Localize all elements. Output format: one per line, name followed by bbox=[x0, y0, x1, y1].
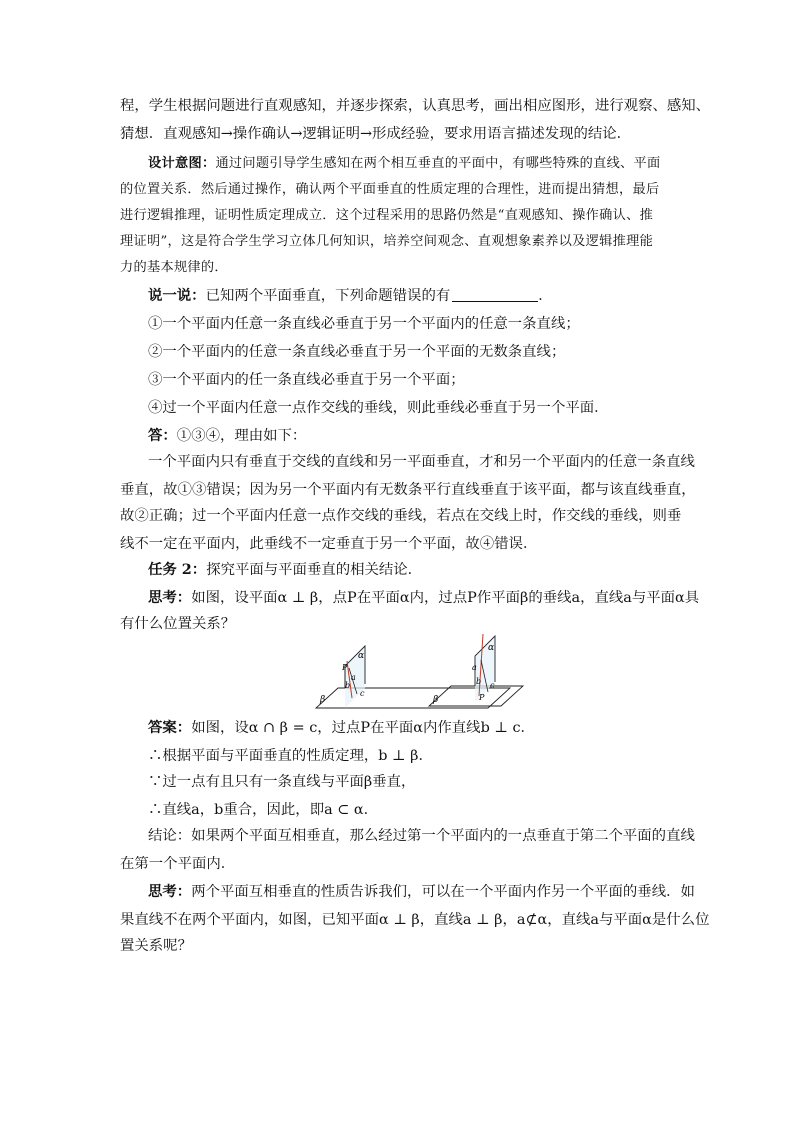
design-intent-line1 bbox=[148, 154, 661, 174]
design-intent-line2: 的位置关系．然后通过操作，确认两个平面垂直的性质定理的合理性，进而提出猜想，最后 bbox=[120, 182, 660, 197]
think1-line1 bbox=[148, 588, 699, 608]
figure1-b-label: b bbox=[345, 681, 351, 690]
figure1-alpha-label: α bbox=[358, 651, 365, 661]
think2-text: 两个平面互相垂直的性质告诉我们，可以在一个平面内作另一个平面的垂线．如 bbox=[191, 884, 695, 900]
think2-label: 思考： bbox=[148, 883, 192, 900]
task2-heading bbox=[148, 560, 422, 580]
say-text: 已知两个平面垂直，下列命题错误的有 bbox=[205, 288, 451, 304]
figure2-a-label: a bbox=[472, 663, 477, 672]
answer1-label: 答： bbox=[148, 427, 177, 444]
conclusion-line2: 在第一个平面内． bbox=[120, 856, 236, 872]
think2-line3: 置关系呢？ bbox=[120, 938, 192, 954]
conclusion-line1: 结论：如果两个平面互相垂直，那么经过第一个平面内的一点垂直于第二个平面的直线 bbox=[148, 828, 695, 844]
figure1-beta-label: β bbox=[320, 695, 326, 705]
think1-label: 思考： bbox=[148, 589, 192, 606]
say-label: 说一说： bbox=[148, 287, 206, 304]
say-item-3: ③一个平面内的任一条直线必垂直于另一个平面； bbox=[148, 372, 465, 388]
figure1-a-label: a bbox=[351, 673, 356, 682]
say-question bbox=[148, 286, 553, 306]
say-end: ． bbox=[538, 288, 553, 304]
design-intent-line4: 理证明”，这是符合学生学习立体几何知识，培养空间观念、直观想象素养以及逻辑推理能 bbox=[120, 234, 654, 249]
answer1-line1: 一个平面内只有垂直于交线的直线和另一平面垂直，才和另一个平面内的任意一条直线 bbox=[148, 454, 695, 470]
figure-perpendicular-planes-2 bbox=[425, 630, 533, 708]
figure2-c-label: c bbox=[490, 681, 495, 690]
answer1-text: ①③④，理由如下： bbox=[176, 428, 307, 444]
answer2-line3: ∵过一点有且只有一条直线与平面β垂直， bbox=[148, 774, 416, 790]
answer2-line2: ∴根据平面与平面垂直的性质定理，b ⊥ β． bbox=[148, 748, 433, 764]
design-intent-text: 通过问题引导学生感知在两个相互垂直的平面中，有哪些特殊的直线、平面 bbox=[215, 156, 661, 171]
answer2-line4: ∴直线a，b重合，因此，即a ⊂ α． bbox=[148, 802, 378, 818]
answer1-line3: 故②正确；过一个平面内任意一点作交线的垂线，若点在交线上时，作交线的垂线，则垂 bbox=[120, 508, 682, 524]
answer1-line2: 垂直，故①③错误；因为另一个平面内有无数条平行直线垂直于该平面，都与该直线垂直， bbox=[120, 482, 696, 498]
say-item-1: ①一个平面内任意一条直线必垂直于另一个平面内的任意一条直线； bbox=[148, 316, 580, 332]
design-intent-label: 设计意图： bbox=[148, 156, 216, 171]
design-intent-line3: 进行逻辑推理，证明性质定理成立．这个过程采用的思路仍然是“直观感知、操作确认、推 bbox=[120, 208, 654, 223]
para1-line2: 猜想．直观感知→操作确认→逻辑证明→形成经验，要求用语言描述发现的结论． bbox=[120, 126, 632, 142]
think2-line2: 果直线不在两个平面内，如图，已知平面α ⊥ β，直线a ⊥ β，a⊄α，直线a与平面α是什么位 bbox=[120, 912, 710, 928]
task2-text: 探究平面与平面垂直的相关结论． bbox=[206, 562, 423, 578]
figure2-b-label: b bbox=[476, 677, 482, 686]
figure2-beta-label: β bbox=[433, 695, 439, 705]
say-item-4: ④过一个平面内任意一点作交线的垂线，则此垂线必垂直于另一个平面． bbox=[148, 400, 609, 416]
answer2-label: 答案： bbox=[148, 719, 192, 736]
para1-line1: 程，学生根据问题进行直观感知，并逐步探索，认真思考，画出相应图形，进行观察、感知、 bbox=[120, 98, 711, 114]
answer2-line1 bbox=[148, 718, 535, 738]
figure2-p-label: P bbox=[479, 693, 485, 702]
task2-label: 任务 2： bbox=[148, 561, 207, 578]
figure1-c-label: c bbox=[360, 689, 365, 698]
think2-line1 bbox=[148, 882, 695, 902]
think1-text: 如图，设平面α ⊥ β，点P在平面α内，过点P作平面β的垂线a，直线a与平面α具 bbox=[191, 590, 700, 606]
figure1-p-label: P bbox=[342, 663, 348, 672]
answer2-text: 如图，设α ∩ β = c，过点P在平面α内作直线b ⊥ c． bbox=[191, 720, 535, 736]
answer1-line4: 线不一定在平面内，此垂线不一定垂直于另一个平面，故④错误． bbox=[120, 536, 538, 552]
figure2-alpha-label: α bbox=[488, 643, 495, 653]
design-intent-line5: 力的基本规律的． bbox=[120, 260, 228, 275]
answer-blank bbox=[452, 287, 538, 302]
say-item-2: ②一个平面内的任意一条直线必垂直于另一个平面的无数条直线； bbox=[148, 344, 566, 360]
answer1-header bbox=[148, 426, 306, 446]
think1-line2: 有什么位置关系？ bbox=[120, 616, 236, 632]
